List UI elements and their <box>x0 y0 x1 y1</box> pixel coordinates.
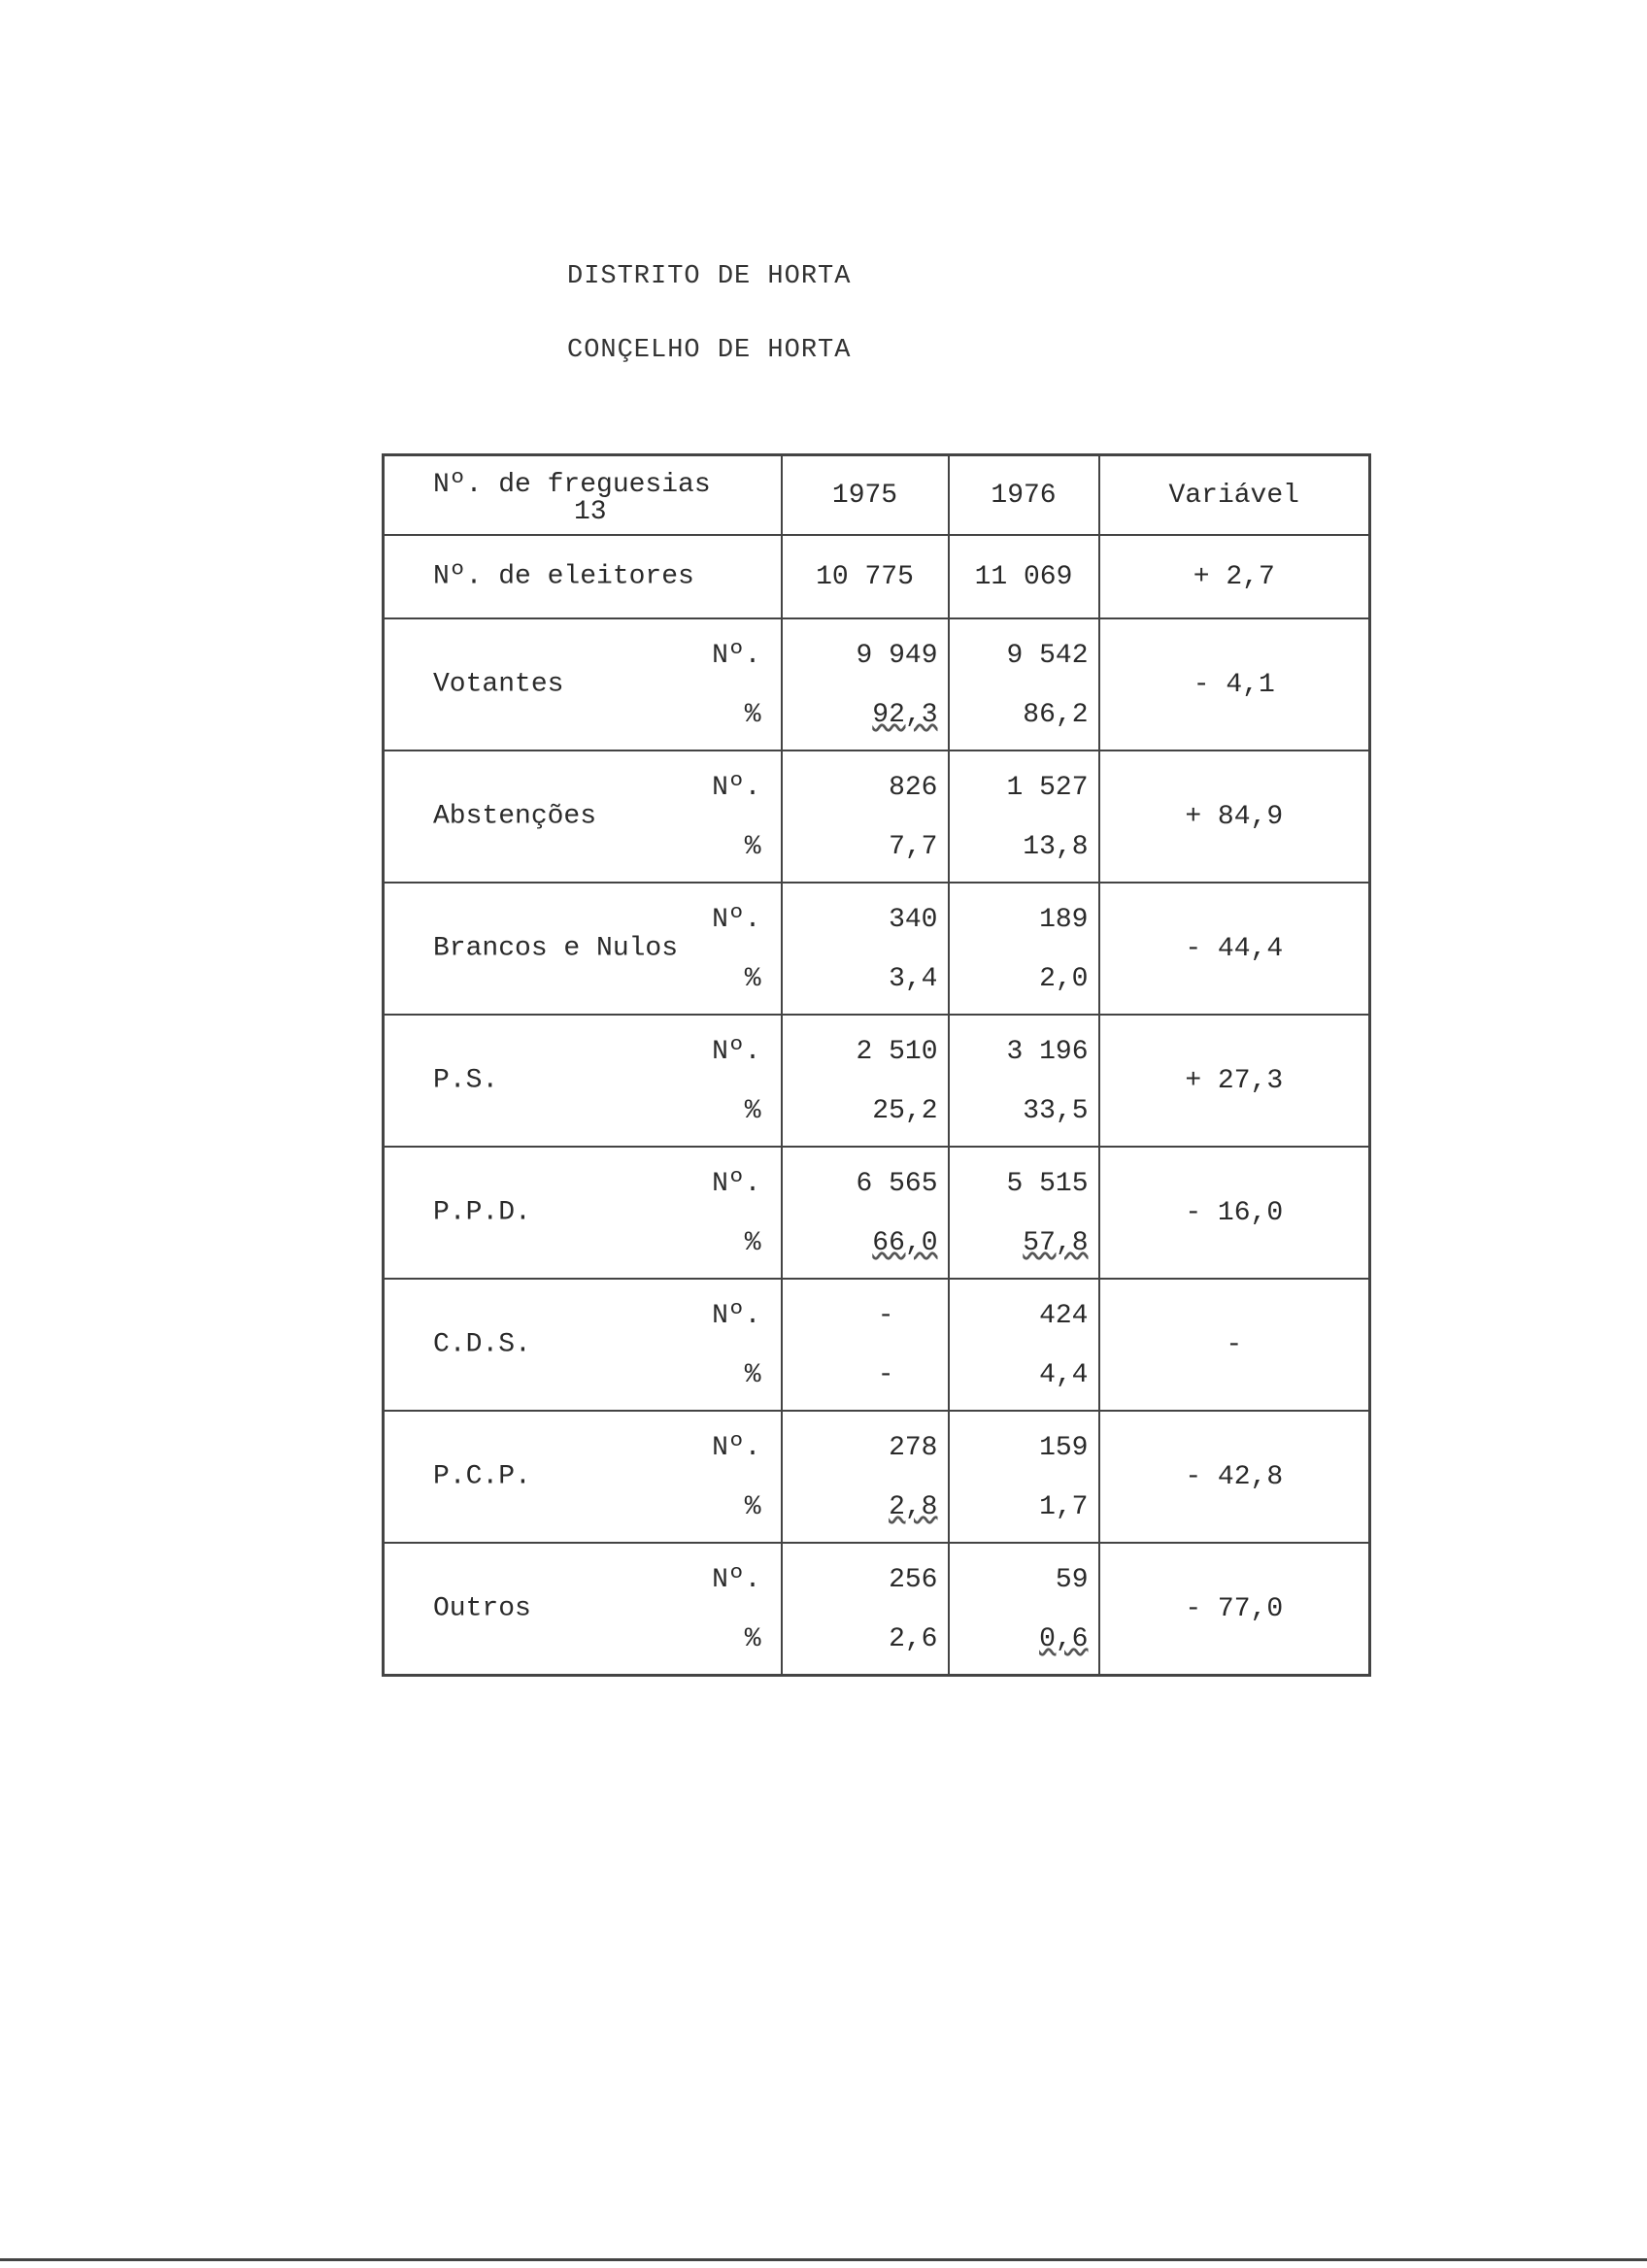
count-label: Nº. <box>712 1037 761 1067</box>
percent-label: % <box>744 1624 761 1654</box>
variation-header: Variável <box>1099 455 1370 536</box>
row-variation: - 16,0 <box>1099 1147 1370 1279</box>
count-1976: 159 <box>1039 1433 1089 1463</box>
count-1975: 2 510 <box>856 1037 938 1067</box>
table-row <box>384 883 1370 1015</box>
row-label: Abstenções <box>433 801 597 832</box>
electors-1976: 11 069 <box>949 535 1099 618</box>
table-row <box>384 618 1370 750</box>
percent-1975: 66,0 <box>872 1228 938 1258</box>
row-label: Brancos e Nulos <box>433 933 679 964</box>
percent-label: % <box>744 1492 761 1522</box>
table-row <box>384 1411 1370 1543</box>
percent-label: % <box>744 1096 761 1126</box>
percent-1975: 7,7 <box>889 832 938 862</box>
table-row <box>384 1279 1370 1411</box>
percent-1976: 13,8 <box>1023 832 1089 862</box>
percent-label: % <box>744 964 761 994</box>
count-1975: 256 <box>889 1565 938 1595</box>
count-1975: 826 <box>889 773 938 803</box>
percent-label: % <box>744 1228 761 1258</box>
row-label: P.C.P. <box>433 1461 531 1492</box>
percent-label: % <box>744 700 761 730</box>
percent-1975: 25,2 <box>872 1096 938 1126</box>
count-1976: 189 <box>1039 905 1089 935</box>
electors-variation: + 2,7 <box>1099 535 1370 618</box>
row-variation: + 84,9 <box>1099 750 1370 883</box>
count-1975: 9 949 <box>856 641 938 671</box>
electors-label: Nº. de eleitores <box>433 561 694 592</box>
count-label: Nº. <box>712 1301 761 1331</box>
row-label: Outros <box>433 1593 531 1624</box>
count-1975: 6 565 <box>856 1169 938 1199</box>
count-1975: 278 <box>889 1433 938 1463</box>
parishes-cell <box>384 455 782 536</box>
electors-1975: 10 775 <box>782 535 949 618</box>
percent-1975: 92,3 <box>872 700 938 730</box>
election-results-table <box>382 453 1371 1677</box>
percent-1975: 3,4 <box>889 964 938 994</box>
percent-1976: 2,0 <box>1039 964 1089 994</box>
row-label: C.D.S. <box>433 1329 531 1360</box>
count-1975: 340 <box>889 905 938 935</box>
count-label: Nº. <box>712 641 761 671</box>
row-variation: - 42,8 <box>1099 1411 1370 1543</box>
count-label: Nº. <box>712 773 761 803</box>
count-label: Nº. <box>712 1433 761 1463</box>
percent-1976: 86,2 <box>1023 700 1089 730</box>
table-header-row <box>384 455 1370 536</box>
parishes-label: Nº. de freguesias <box>433 470 711 500</box>
count-1976: 3 196 <box>1006 1037 1089 1067</box>
row-label: P.P.D. <box>433 1197 531 1228</box>
percent-1976: 4,4 <box>1039 1360 1089 1390</box>
page-bottom-rule <box>0 2258 1647 2261</box>
year-1976-header: 1976 <box>949 455 1099 536</box>
percent-1976: 57,8 <box>1023 1228 1089 1258</box>
table-row <box>384 1147 1370 1279</box>
year-1975-header: 1975 <box>782 455 949 536</box>
table-row <box>384 1543 1370 1676</box>
count-1976: 59 <box>1055 1565 1089 1595</box>
table-row <box>384 1015 1370 1147</box>
count-1976: 9 542 <box>1006 641 1089 671</box>
percent-1975: 2,6 <box>889 1624 938 1654</box>
council-title: CONÇELHO DE HORTA <box>567 336 852 365</box>
row-variation: - 77,0 <box>1099 1543 1370 1676</box>
row-variation: + 27,3 <box>1099 1015 1370 1147</box>
count-label: Nº. <box>712 1565 761 1595</box>
table-row <box>384 750 1370 883</box>
count-1976: 5 515 <box>1006 1169 1089 1199</box>
electors-row <box>384 535 1370 618</box>
row-variation: - 44,4 <box>1099 883 1370 1015</box>
row-variation: - 4,1 <box>1099 618 1370 750</box>
count-1976: 1 527 <box>1006 773 1089 803</box>
row-label: P.S. <box>433 1065 499 1096</box>
percent-1976: 1,7 <box>1039 1492 1089 1522</box>
row-variation: - <box>1099 1279 1370 1411</box>
percent-1975: - <box>877 1360 894 1390</box>
percent-1976: 33,5 <box>1023 1096 1089 1126</box>
count-label: Nº. <box>712 905 761 935</box>
percent-label: % <box>744 832 761 862</box>
count-1975: - <box>877 1301 894 1331</box>
district-title: DISTRITO DE HORTA <box>567 262 852 291</box>
percent-1975: 2,8 <box>889 1492 938 1522</box>
parishes-count: 13 <box>574 497 607 527</box>
percent-1976: 0,6 <box>1039 1624 1089 1654</box>
percent-label: % <box>744 1360 761 1390</box>
row-label: Votantes <box>433 669 564 700</box>
count-label: Nº. <box>712 1169 761 1199</box>
count-1976: 424 <box>1039 1301 1089 1331</box>
